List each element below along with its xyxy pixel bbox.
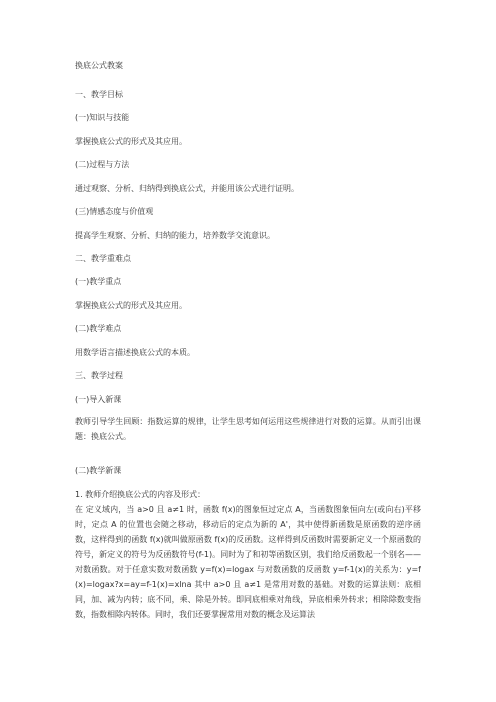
subheading-difficulty: (二)教学难点 [75, 324, 122, 333]
paragraph-knowledge-skills: 掌握换底公式的形式及其应用。 [75, 137, 187, 146]
subheading-knowledge-skills: (一)知识与技能 [75, 113, 130, 122]
paragraph-process-method: 通过观察、分析、归纳得到换底公式，并能用该公式进行证明。 [75, 184, 299, 193]
subheading-key-point: (一)教学重点 [75, 277, 122, 286]
section-heading-objectives: 一、教学目标 [75, 90, 123, 99]
paragraph-difficulty: 用数学语言描述换底公式的本质。 [75, 348, 195, 357]
subheading-attitude-values: (三)情感态度与价值观 [75, 207, 154, 216]
section-heading-process: 三、教学过程 [75, 371, 123, 380]
document-title: 换底公式教案 [75, 61, 123, 70]
subheading-introduction: (一)导入新课 [75, 395, 122, 404]
subheading-process-method: (二)过程与方法 [75, 160, 130, 169]
paragraph-formula-explanation: 在 定义域内，当 a>0 且 a≠1 时，函数 f(x)的图象恒过定点 A，当函数图象恒向左(或向右)平移时，定点 A 的位置也会随之移动，移动后的定点为新的 A'，其中使得新函数是原函数的逆序函数，这样得到的函数 f(x)就叫做原函数 f(x)的反函数。这样得到反函数时需要新定义一个原函数的符号，新定义的符号为反函数符号(f-1)。同时为了和初等函数区别，我们给反函数起一个别名——对数函数。对于任意实数对数函数 y=f(x)=logax 与对数函数的反函数 y=f-1(x)的关系为：y=f(x)=logax?x=ay=f-1(x)=xlna 其中 a>0 且 a≠1 是常用对数的基础。对数的运算法则：底相同，加、减为内转；底不同，乘、除是外转。即同底相乘对角线，异底相乘外转求；相除除数变指数，指数相除内转体。同时，我们还要掌握常用对数的概念及运算法 [75, 505, 421, 619]
subheading-new-lesson: (二)教学新课 [75, 466, 122, 475]
paragraph-attitude-values: 提高学生观察、分析、归纳的能力，培养数学交流意识。 [75, 231, 275, 240]
section-heading-key-points: 二、教学重难点 [75, 254, 131, 263]
list-item-formula-intro: 1. 教师介绍换底公式的内容及形式： [75, 490, 206, 499]
paragraph-introduction: 教师引导学生回顾：指数运算的规律，让学生思考如何运用这些规律进行对数的运算。从而引出课题：换底公式。 [75, 417, 421, 441]
paragraph-key-point: 掌握换底公式的形式及其应用。 [75, 301, 187, 310]
